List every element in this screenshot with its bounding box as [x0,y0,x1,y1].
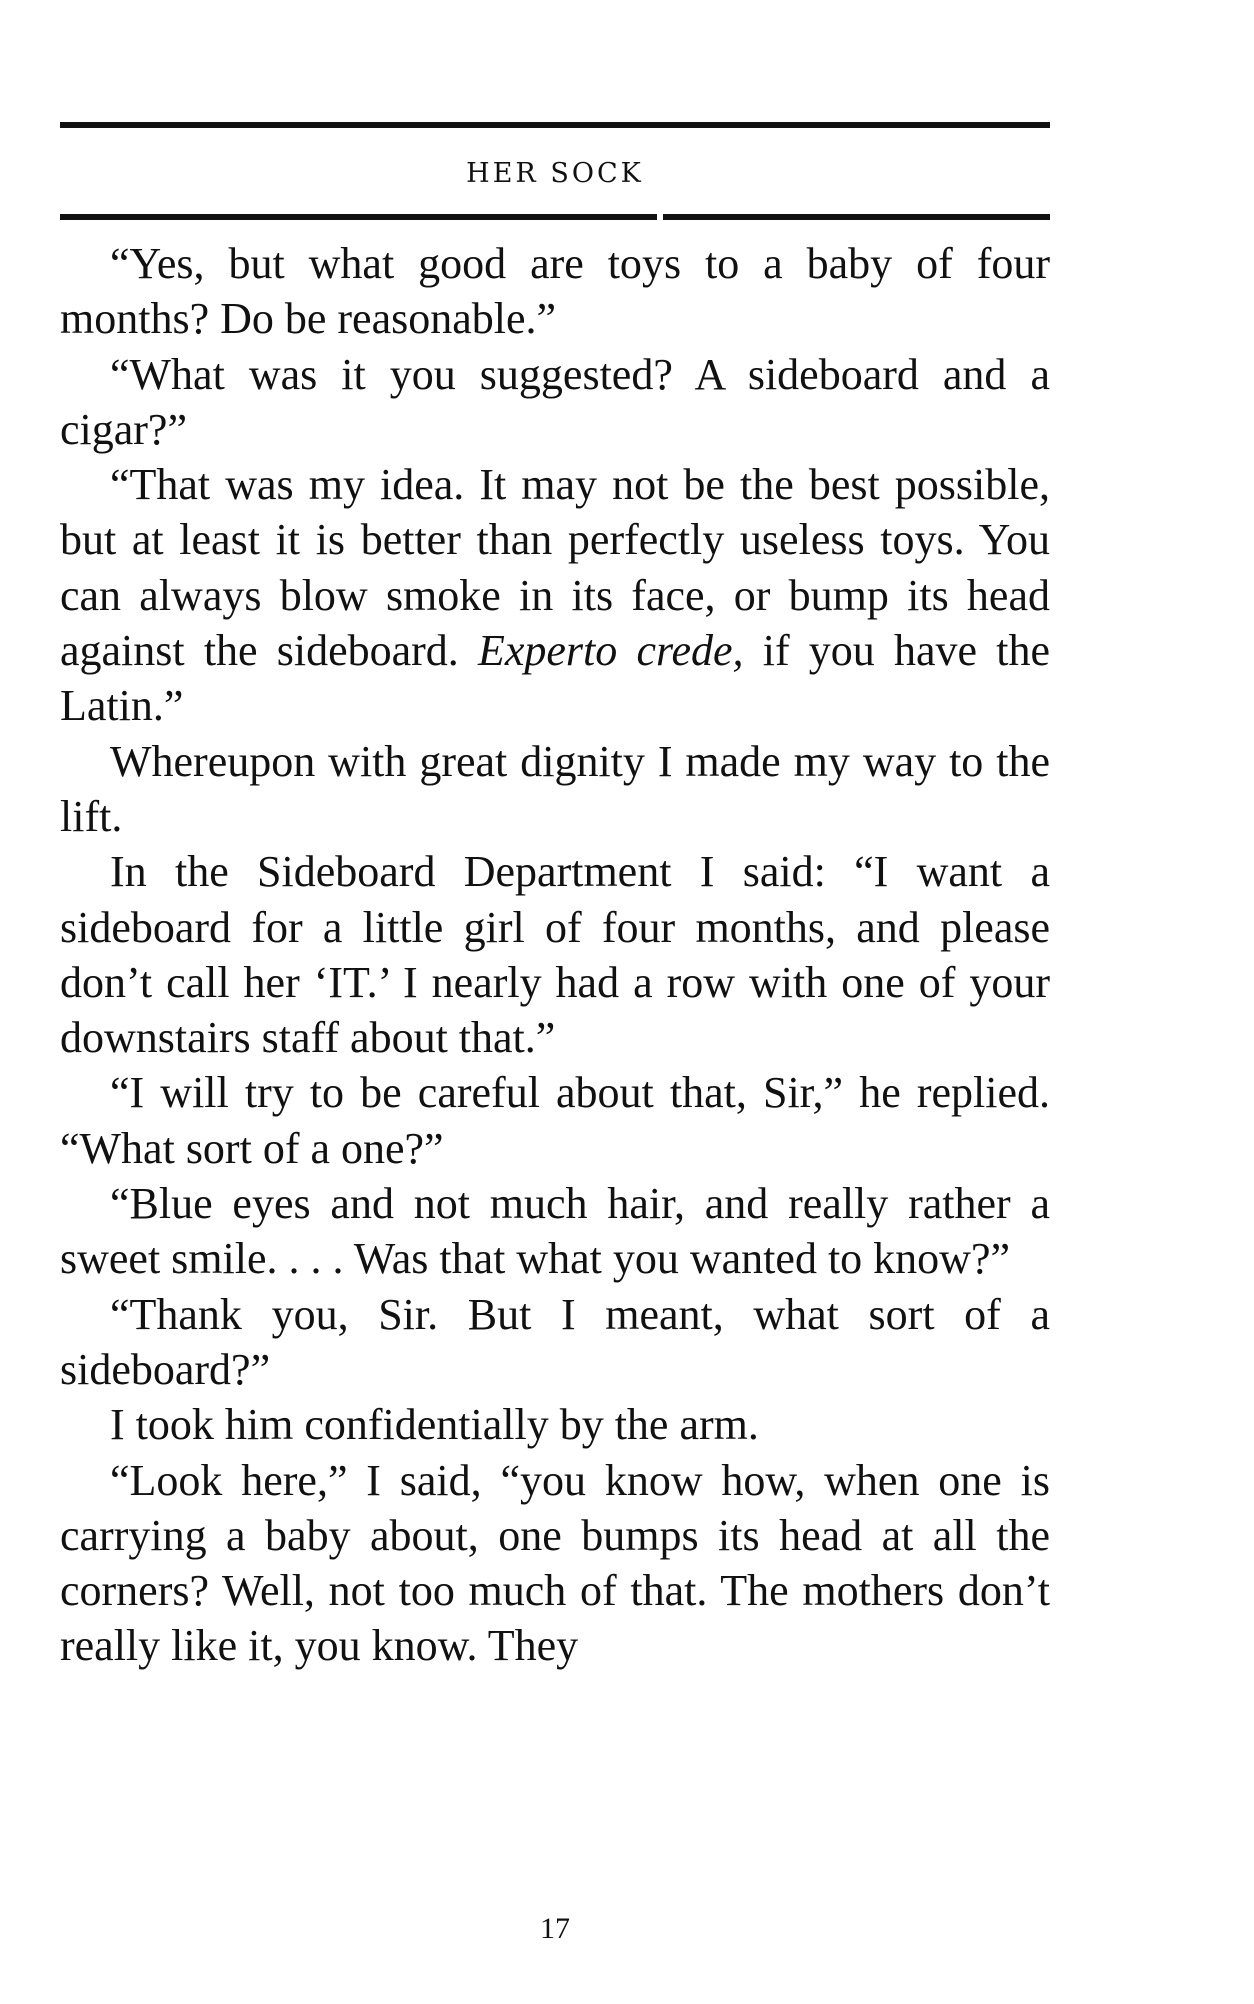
paragraph: In the Sideboard Department I said: “I want a sideboard for a little girl of four months, and please don’t call her ‘IT.’ I nearly had a row with one of your downstairs staff about that.” [60,847,1050,1063]
body-text [60,236,1050,1674]
paragraph: “Blue eyes and not much hair, and really rather a sweet smile. . . . Was that what you wanted to know?” [60,1179,1050,1284]
paragraph: I took him confidentially by the arm. [110,1400,759,1450]
running-head: HER SOCK [466,158,644,189]
header-rule-bottom-left [60,214,657,220]
paragraph: “What was it you suggested? A sideboard and a cigar?” [60,349,1050,454]
header-rule-top [60,122,1050,128]
paragraph: “Yes, but what good are toys to a baby of four months? Do be reasonable.” [60,239,1050,344]
header-rule-bottom-right [663,214,1050,220]
paragraph: “That was my idea. It may not be the best possible, but at least it is better than perfectly useless toys. You can always blow smoke in its face, or bump its head against the sideboard. Experto crede, if you have the Latin.” [60,460,1050,731]
book-page [60,122,1050,1674]
paragraph: “Thank you, Sir. But I meant, what sort of a sideboard?” [60,1289,1050,1394]
latin-phrase: Experto crede, [478,626,744,676]
header-rule-bottom [60,214,1050,220]
page-number: 17 [540,1912,570,1945]
paragraph: Whereupon with great dignity I made my way to the lift. [60,736,1050,841]
paragraph: “Look here,” I said, “you know how, when one is carrying a baby about, one bumps its head at all the corners? Well, not too much of that. The mothers don’t really like it, you know. They [60,1455,1050,1671]
paragraph: “I will try to be careful about that, Sir,” he replied. “What sort of a one?” [60,1068,1050,1173]
